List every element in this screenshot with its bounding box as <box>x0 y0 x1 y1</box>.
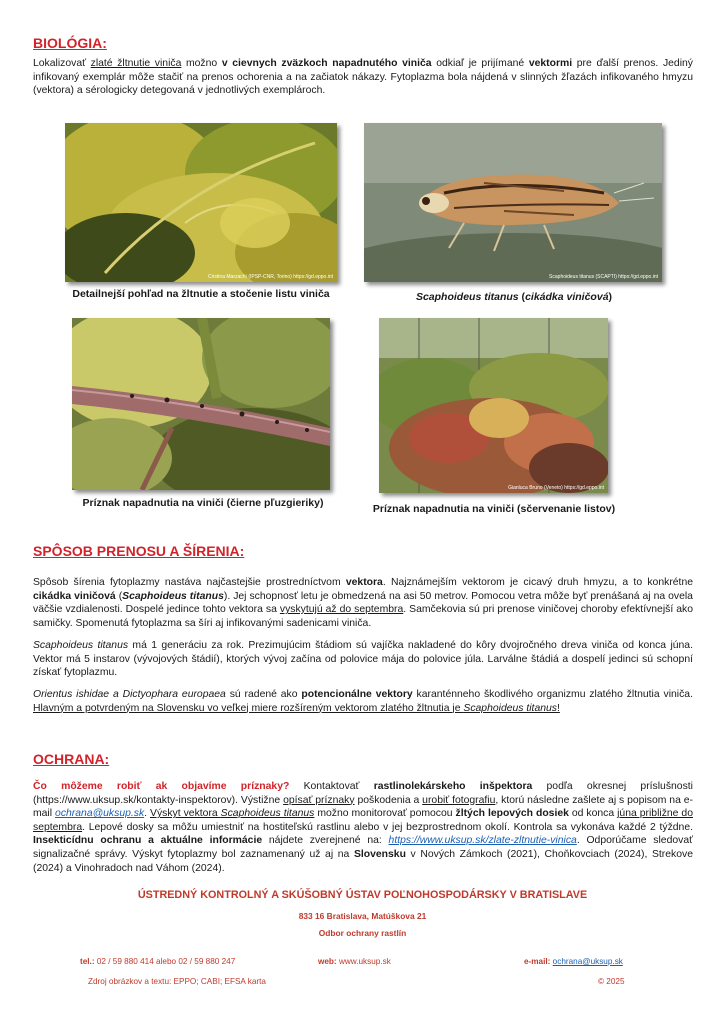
text-run: vyskytujú až do septembra <box>279 604 404 616</box>
photo-scaphoideus-titanus <box>364 123 662 282</box>
text-run: Scaphoideus titanus <box>463 702 557 714</box>
caption-leaf-yellowing: Detailnejší pohľad na žltnutie a stočenie listu viniča <box>72 288 330 300</box>
text-run: v Nových Zámkoch (2021), Choňkovciach (2024), Strekove (2024) a Vinohradoch nad Váhom (2024). <box>33 848 693 874</box>
footer-copyright: © 2025 <box>598 977 625 986</box>
text-run: karanténneho škodlivého organizmu zlatého žltnutia viniča. <box>412 689 693 700</box>
text-run: cikádka viničová <box>525 291 609 303</box>
text-run: v cievnych zväzkoch napadnutého viniča <box>221 58 432 69</box>
text-run: ( <box>115 590 123 602</box>
text-run: Scaphoideus titanus <box>33 640 129 651</box>
text-run: cikádka viničová <box>33 590 116 602</box>
photo-leaf-yellowing <box>65 123 337 282</box>
transmission-heading: SPÔSOB PRENOSU A ŠÍRENIA: <box>33 543 245 559</box>
text-run: nájdete zverejnené na: <box>262 835 389 847</box>
text-run: , ktorú následne zašlete aj s popisom na e-mail <box>33 794 693 820</box>
caption-red-leaves: Príznak napadnutia na viniči (sčervenanie listov) <box>372 503 616 515</box>
photo-black-pustules <box>72 318 330 490</box>
text-run: . Lepové dosky sa môžu umiestniť na hostiteľskú rastlinu alebo v jej bezprostrednom okolí. Kontrola sa vykonáva každé 2 týždne. <box>82 821 693 833</box>
text-link[interactable]: https://www.uksup.sk/zlate-zltnutie-vinica <box>388 835 577 847</box>
footer-source: Zdroj obrázkov a textu: EPPO; CABI; EFSA karta <box>88 977 266 986</box>
institute-department: Odbor ochrany rastlín <box>318 928 407 938</box>
text-run: poškodenia a <box>354 794 423 806</box>
text-run: podľa okresnej príslušnosti (https://www.uksup.sk/kontakty-inspektorov). Výstižne <box>33 781 693 806</box>
text-link[interactable]: ochrana@uksup.sk <box>55 808 145 820</box>
biology-heading: BIOLÓGIA: <box>33 35 107 51</box>
transmission-paragraph-1 <box>33 576 693 630</box>
phone-value: 02 / 59 880 414 alebo 02 / 59 880 247 <box>96 957 236 966</box>
text-run: . Najznámejším vektorom je cicavý druh hmyzu, a to konkrétne <box>382 577 693 588</box>
text-run: žltých lepových dosiek <box>455 808 569 820</box>
text-run: Insekticídnu ochranu a aktuálne informácie <box>33 835 263 847</box>
email-link[interactable]: ochrana@uksup.sk <box>552 957 623 966</box>
text-run: možno monitorovať pomocou <box>314 808 456 820</box>
text-run: Orientus ishidae a Dictyophara europaea <box>33 689 226 700</box>
text-run: ) <box>608 291 613 303</box>
text-run: ( <box>518 291 526 303</box>
phone-label: tel.: <box>80 957 95 966</box>
photo-red-leaves <box>379 318 608 493</box>
photo-credit: Scaphoideus titanus (SCAPTI) https://gd.eppo.int <box>549 274 658 280</box>
text-run: rastlinolekárskeho inšpektora <box>373 781 533 792</box>
text-run: vektormi <box>528 58 573 69</box>
text-run: vektora <box>345 577 383 588</box>
footer-email <box>524 957 623 966</box>
institute-address: 833 16 Bratislava, Matúškova 21 <box>298 911 427 921</box>
text-run: urobiť fotografiu <box>422 794 496 806</box>
text-run: Slovensku <box>353 848 406 860</box>
protection-paragraph <box>33 780 693 875</box>
text-run: . Samčekovia sú pri prenose viničovej choroby efektívnejší ako samičky. Spomenutá fytoplazma sa šíri aj infikovanými sadenicami viniča. <box>33 604 693 629</box>
email-label: e-mail: <box>524 957 551 966</box>
text-run: má 1 generáciu za rok. Prezimujúcim štádiom sú vajíčka nakladené do kôry dvojročného dreva viniča od konca júna. Vektor má 5 instarov (vývojových štádií), ktorých vývoj začína od polovice mája do polovice júla. Larválne štádiá a dospelí jedinci sú schopní získať fytoplazmu. <box>33 640 693 679</box>
text-run: . <box>144 808 151 820</box>
text-run: opísať príznaky <box>283 794 355 806</box>
protection-heading: OCHRANA: <box>33 751 110 767</box>
text-run: Hlavným a potvrdeným na Slovensku vo veľkej miere rozšíreným vektorom zlatého žltnutia je <box>33 702 464 714</box>
text-run: Scaphoideus titanus <box>122 590 224 602</box>
text-run: Kontaktovať <box>289 781 374 792</box>
text-run: . Odporúčame sledovať signalizačné správy. Výskyt fytoplazmy bol zaznamenaný už aj na <box>33 835 693 860</box>
text-run: Spôsob šírenia fytoplazmy nastáva najčastejšie prostredníctvom <box>33 577 346 588</box>
text-run: pre ďalší prenos. Jediný infikovaný exemplár môže stačiť na prenos ochorenia a na začiatok nákazy. Fytoplazma bola nájdená v slinných žľazách infikovaného hmyzu (vektora) a sérologicky detegovaná v jednotlivých exemplároch. <box>33 58 693 97</box>
text-run: potencionálne vektory <box>301 689 413 700</box>
text-run: ). Jej schopnosť letu je obmedzená na asi 50 metrov. Pomocou vetra môže byť prenášaná aj na ovela väčšie vzdialenosti. Dospelé jedince tohto vektora sa <box>33 590 693 616</box>
text-run: Lokalizovať <box>33 58 91 69</box>
text-run: Scaphoideus titanus <box>415 291 519 303</box>
web-label: web: <box>318 957 337 966</box>
text-run: od konca <box>568 808 618 820</box>
text-run: možno <box>181 58 222 69</box>
text-run: Čo môžeme robiť ak objavíme príznaky? <box>33 781 290 792</box>
biology-paragraph <box>33 57 693 98</box>
caption-black-pustules: Príznak napadnutia na viniči (čierne pľuzgieriky) <box>82 497 324 509</box>
footer-web <box>318 957 391 966</box>
text-run: ! <box>556 702 560 714</box>
caption-scaphoideus-titanus <box>368 291 660 304</box>
transmission-paragraph-2 <box>33 639 693 680</box>
text-run: Scaphoideus titanus <box>220 808 315 820</box>
text-run: Výskyt vektora <box>150 808 221 820</box>
text-run: sú radené ako <box>225 689 302 700</box>
web-link[interactable]: www.uksup.sk <box>338 957 391 966</box>
institute-name: ÚSTREDNÝ KONTROLNÝ A SKÚŠOBNÝ ÚSTAV POĽNOHOSPODÁRSKY V BRATISLAVE <box>137 889 588 901</box>
transmission-paragraph-3 <box>33 688 693 715</box>
text-run: odkiaľ je prijímané <box>431 58 529 69</box>
text-run: júna približne do septembra <box>33 808 693 833</box>
text-run: zlaté žltnutie viniča <box>90 58 182 69</box>
photo-credit: Gianluca Bruno (Veneto) https://gd.eppo.int <box>508 485 604 491</box>
footer-phone <box>80 957 235 966</box>
photo-credit: Cristina Marzachì (IPSP-CNR, Torino) https://gd.eppo.int <box>208 274 333 280</box>
